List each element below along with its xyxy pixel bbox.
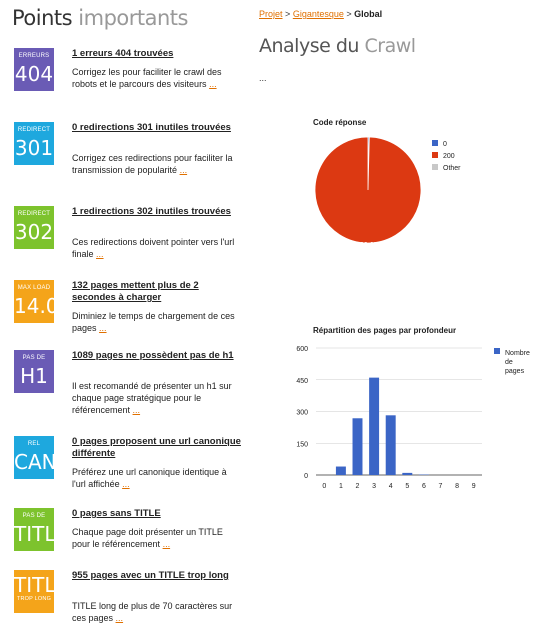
badge-value: TITL	[14, 574, 54, 596]
y-tick-label: 0	[304, 473, 308, 480]
issue-item	[14, 122, 239, 188]
x-tick-label: 0	[322, 483, 326, 490]
issue-description-text: Préférez une url canonique identique à l'url affichée	[72, 467, 227, 489]
legend-label: Nombre de pages	[505, 350, 530, 375]
badge-caption: REL	[14, 441, 54, 448]
badge-caption: PAS DE	[14, 355, 54, 362]
badge-value: 301	[14, 137, 54, 159]
issue-badge-icon	[14, 206, 54, 249]
y-tick-label: 300	[296, 410, 308, 417]
issue-description	[72, 526, 242, 550]
bar-depth-5	[402, 473, 412, 475]
title-importants: importants	[78, 6, 188, 30]
pie-slice-200	[315, 137, 421, 243]
breadcrumb-separator: >	[346, 9, 351, 19]
page-title-right	[259, 35, 416, 57]
issue-description-text: Chaque page doit présenter un TITLE pour le référencement	[72, 527, 223, 549]
legend-label: 0	[443, 141, 447, 148]
badge-caption: REDIRECT	[14, 211, 54, 218]
issue-description	[72, 66, 242, 90]
issue-description	[72, 310, 242, 334]
legend-label: Other	[443, 165, 461, 172]
read-more-link[interactable]: ...	[122, 479, 130, 489]
pie-slice-label: 99.6%	[360, 242, 380, 249]
x-tick-label: 4	[389, 483, 393, 490]
x-tick-label: 7	[439, 483, 443, 490]
title-analyse: Analyse du	[259, 35, 359, 57]
badge-value: H1	[14, 365, 54, 387]
issue-title-link[interactable]: 132 pages mettent plus de 2 secondes à charger	[72, 280, 242, 304]
bar-depth-2	[353, 418, 363, 475]
issue-item	[14, 48, 239, 114]
x-tick-label: 5	[405, 483, 409, 490]
issue-description	[72, 466, 242, 490]
x-tick-label: 3	[372, 483, 376, 490]
issue-item	[14, 280, 239, 346]
bar-depth-4	[386, 415, 396, 475]
issue-title-link[interactable]: 1 redirections 302 inutiles trouvées	[72, 206, 242, 218]
read-more-link[interactable]: ...	[96, 249, 104, 259]
bar-depth-3	[369, 378, 379, 475]
x-tick-label: 9	[472, 483, 476, 490]
pie-chart-title: Code réponse	[313, 118, 366, 127]
badge-value: 302	[14, 221, 54, 243]
issue-item	[14, 206, 239, 272]
title-points: Points	[12, 6, 72, 30]
bar-depth-1	[336, 467, 346, 475]
issue-badge-icon	[14, 350, 54, 393]
bar-chart-title: Répartition des pages par profondeur	[313, 326, 456, 335]
x-tick-label: 1	[339, 483, 343, 490]
y-tick-label: 600	[296, 346, 308, 353]
issue-badge-icon	[14, 280, 54, 323]
badge-value: TITL	[14, 523, 54, 545]
breadcrumb-separator: >	[285, 9, 290, 19]
issue-description-text: Diminiez le temps de chargement de ces pages	[72, 311, 235, 333]
issue-title-link[interactable]: 0 pages sans TITLE	[72, 508, 242, 520]
page-title-left	[12, 6, 188, 30]
badge-caption: MAX LOAD	[14, 285, 54, 292]
x-tick-label: 2	[356, 483, 360, 490]
legend-swatch	[494, 348, 500, 354]
issue-item	[14, 350, 239, 416]
breadcrumb	[259, 9, 382, 19]
read-more-link[interactable]: ...	[116, 613, 124, 623]
title-crawl: Crawl	[364, 35, 415, 57]
read-more-link[interactable]: ...	[99, 323, 107, 333]
legend-label: 200	[443, 153, 455, 160]
badge-caption: REDIRECT	[14, 127, 54, 134]
x-tick-label: 6	[422, 483, 426, 490]
issue-description-text: Ces redirections doivent pointer vers l'url finale	[72, 237, 234, 259]
issue-title-link[interactable]: 1089 pages ne possèdent pas de h1	[72, 350, 242, 362]
read-more-link[interactable]: ...	[133, 405, 141, 415]
issue-badge-icon	[14, 436, 54, 479]
badge-caption: PAS DE	[14, 513, 54, 520]
breadcrumb-current: Global	[354, 9, 382, 19]
y-tick-label: 450	[296, 378, 308, 385]
legend-swatch-200	[432, 152, 438, 158]
issue-description-text: Corrigez les pour faciliter le crawl des robots et le parcours des visiteurs	[72, 67, 222, 89]
read-more-link[interactable]: ...	[180, 165, 188, 175]
issue-item	[14, 570, 239, 636]
breadcrumb-projet-link[interactable]: Projet	[259, 9, 283, 19]
badge-value: CAN	[14, 451, 54, 473]
badge-value: 404	[14, 63, 54, 85]
legend-swatch-Other	[432, 164, 438, 170]
issue-item	[14, 436, 239, 502]
issue-description	[72, 236, 242, 260]
issue-item	[14, 508, 239, 574]
badge-value: 14.0	[14, 295, 54, 317]
issue-description	[72, 600, 242, 624]
issue-description-text: Il est recomandé de présenter un h1 sur chaque page stratégique pour le référencement	[72, 381, 232, 415]
read-more-link[interactable]: ...	[163, 539, 171, 549]
x-tick-label: 8	[455, 483, 459, 490]
issue-badge-icon	[14, 508, 54, 551]
legend-swatch-0	[432, 140, 438, 146]
response-code-pie-chart	[300, 130, 480, 260]
issue-title-link[interactable]: 955 pages avec un TITLE trop long	[72, 570, 242, 582]
read-more-link[interactable]: ...	[209, 79, 217, 89]
issue-title-link[interactable]: 1 erreurs 404 trouvées	[72, 48, 242, 60]
breadcrumb-site-link[interactable]: Gigantesque	[293, 9, 344, 19]
badge-caption: TROP LONG	[14, 596, 54, 603]
issue-badge-icon	[14, 570, 54, 613]
y-tick-label: 150	[296, 441, 308, 448]
issue-description-text: TITLE long de plus de 70 caractères sur ces pages	[72, 601, 232, 623]
depth-bar-chart	[280, 336, 535, 496]
issue-badge-icon	[14, 122, 54, 165]
issue-title-link[interactable]: 0 pages proposent une url canonique différente	[72, 436, 242, 460]
issue-title-link[interactable]: 0 redirections 301 inutiles trouvées	[72, 122, 242, 134]
badge-caption: ERREURS	[14, 53, 54, 60]
issue-description-text: Corrigez ces redirections pour faciliter la transmission de popularité	[72, 153, 233, 175]
issue-description	[72, 380, 242, 416]
issue-badge-icon	[14, 48, 54, 91]
issue-description	[72, 152, 242, 176]
summary-ellipsis: ...	[259, 73, 267, 83]
